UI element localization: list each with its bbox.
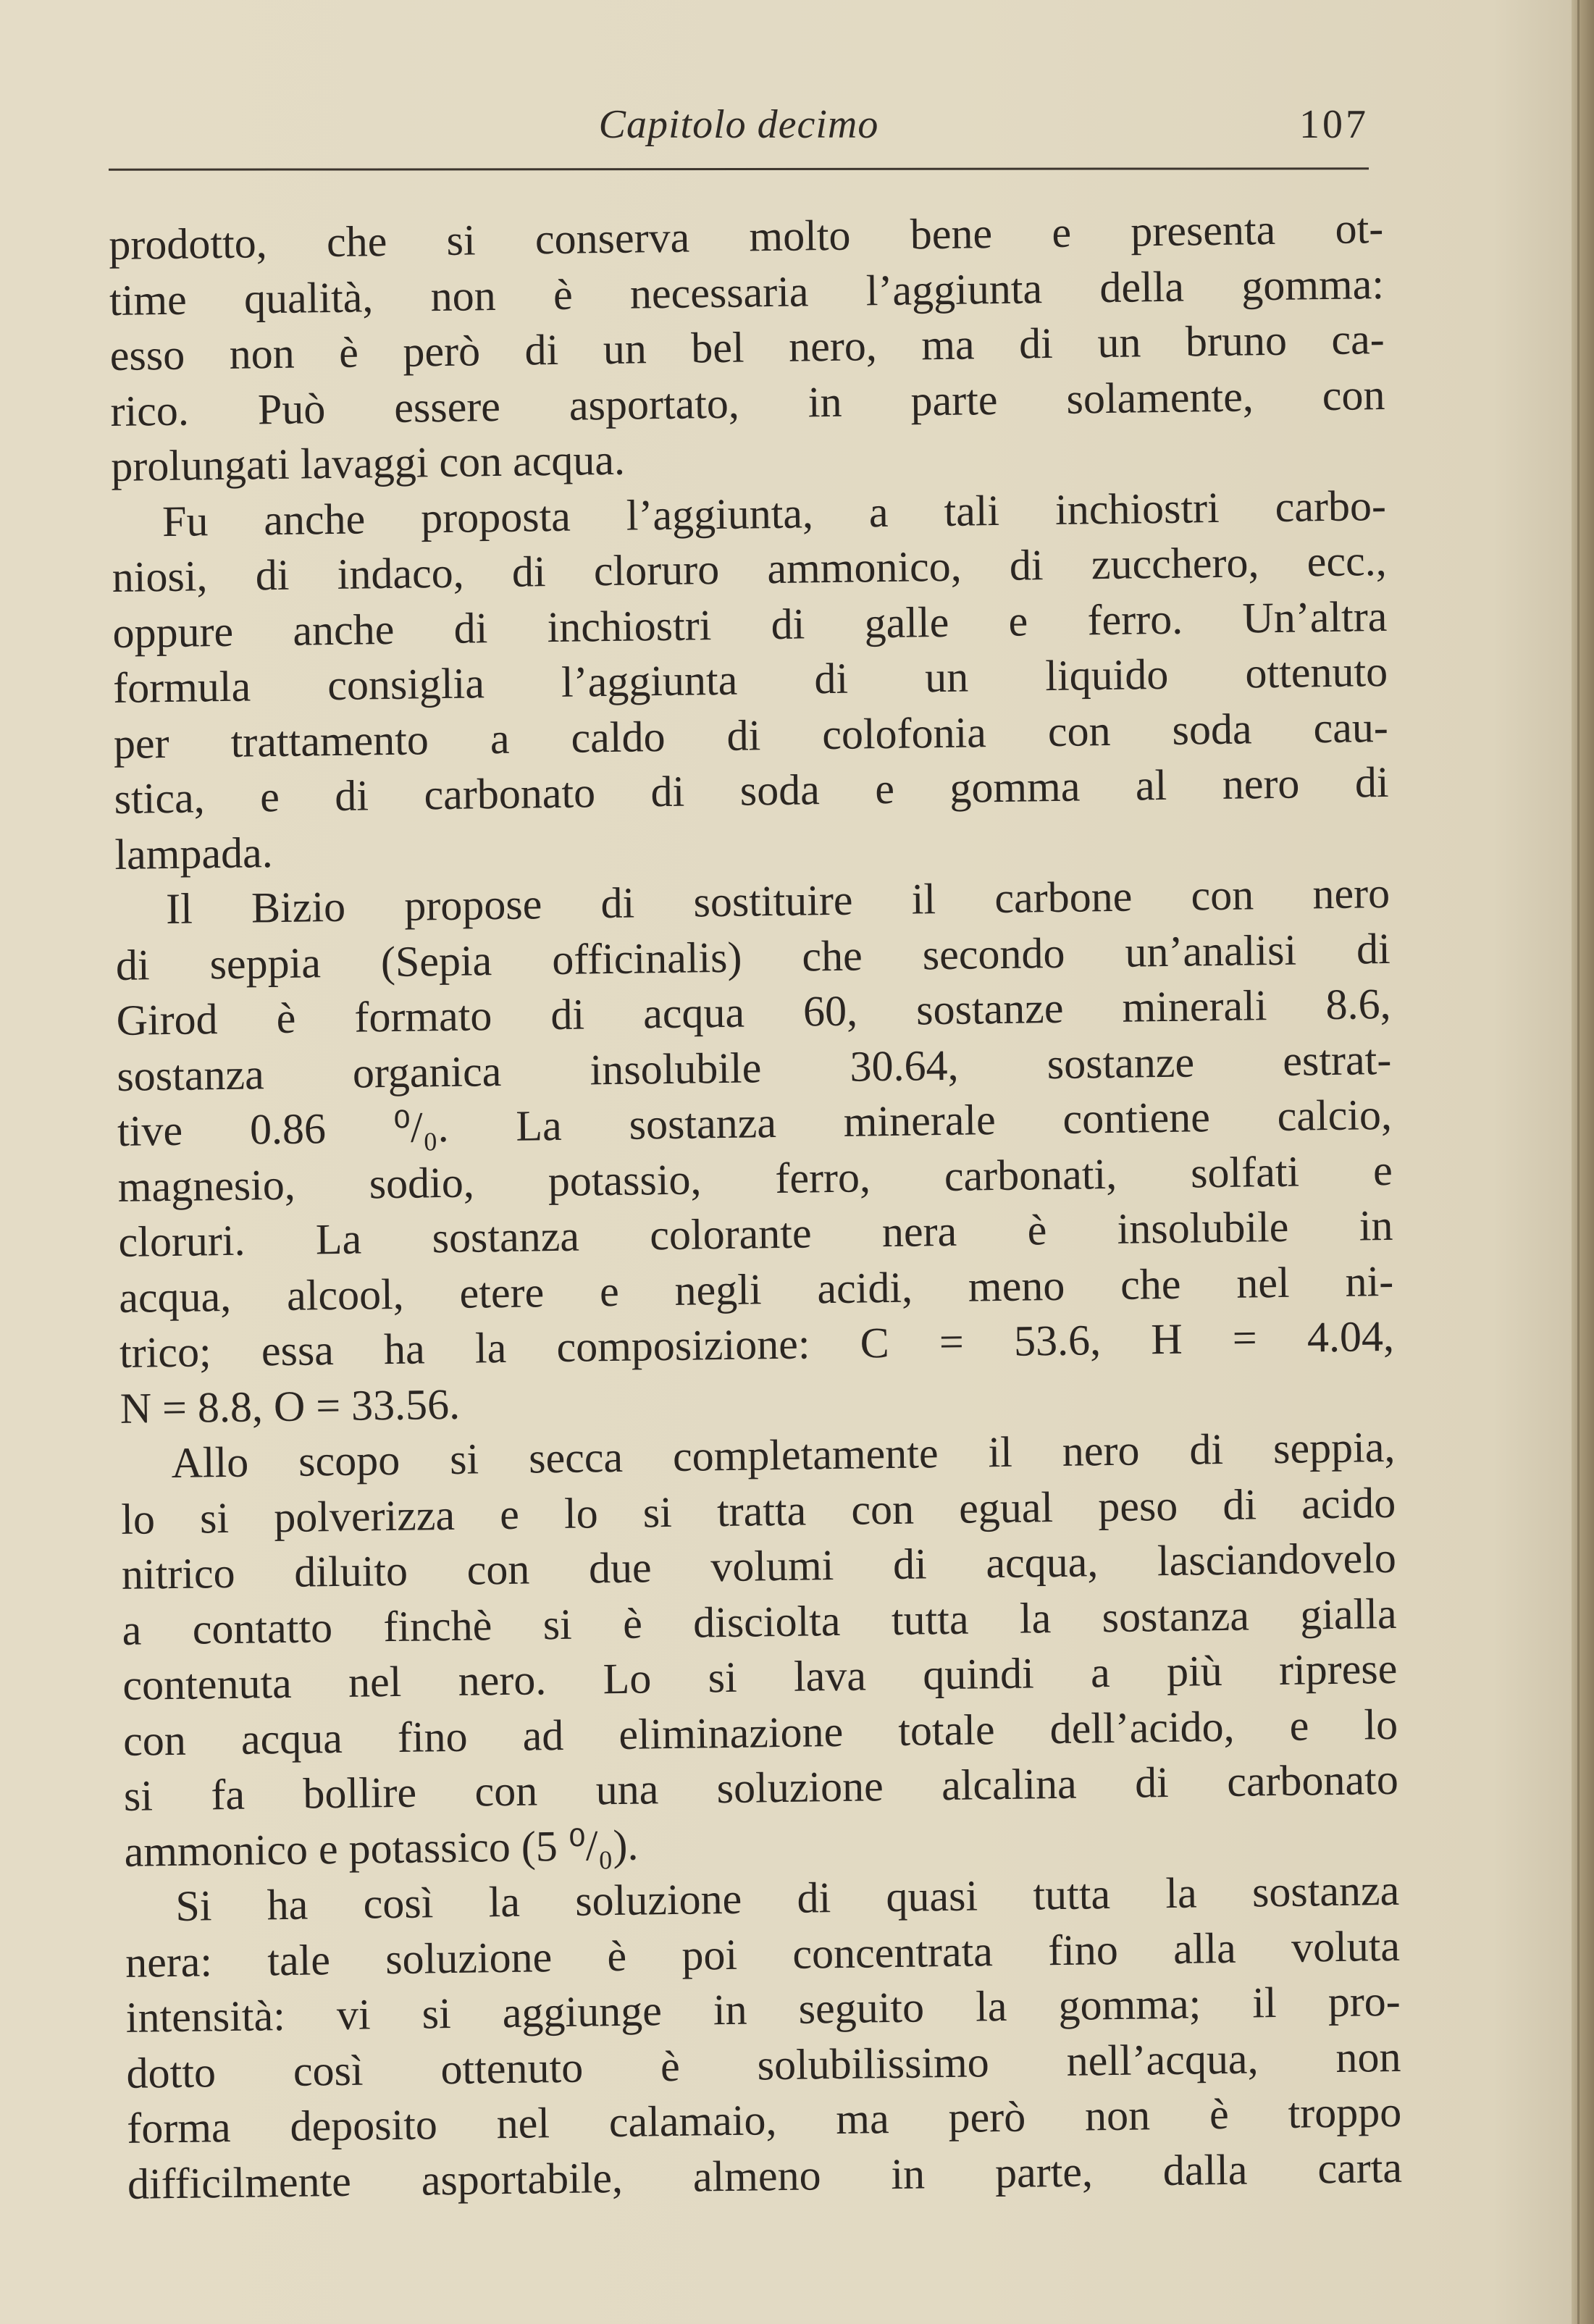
text-line: dotto così ottenuto è solubilissimo nell’acqua, non <box>126 2032 1401 2097</box>
text-line: ammonico e potassico (5 ⁰/₀). <box>124 1821 639 1876</box>
text-line: cloruri. La sostanza colorante nera è insolubile in <box>118 1201 1393 1266</box>
text-line: sostanza organica insolubile 30.64, sostanze estrat- <box>117 1035 1392 1100</box>
text-line: magnesio, sodio, potassio, ferro, carbonati, solfati e <box>117 1146 1393 1211</box>
text-line: lo si polverizza e lo si tratta con egual peso di acido <box>120 1478 1396 1543</box>
text-line: Fu anche proposta l’aggiunta, a tali inchiostri carbo- <box>162 481 1387 545</box>
text-line: nitrico diluito con due volumi di acqua, lasciandovelo <box>121 1533 1397 1598</box>
text-line: si fa bollire con una soluzione alcalina di carbonato <box>123 1755 1399 1820</box>
text-line: a contatto finchè si è disciolta tutta la sostanza gialla <box>122 1589 1397 1654</box>
text-line: acqua, alcool, etere e negli acidi, meno che nel ni- <box>119 1257 1394 1322</box>
text-line: forma deposito nel calamaio, ma però non è troppo <box>127 2087 1402 2152</box>
text-line: nera: tale soluzione è poi concentrata fino alla voluta <box>125 1921 1401 1987</box>
text-line: Allo scopo si secca completamente il nero di seppia, <box>171 1422 1396 1488</box>
page-number: 107 <box>1299 102 1369 147</box>
text-line: N = 8.8, O = 33.56. <box>119 1380 461 1432</box>
text-line: lampada. <box>114 828 273 878</box>
running-title: Capitolo decimo <box>598 102 879 147</box>
text-line: stica, e di carbonato di soda e gomma al nero di <box>114 758 1389 823</box>
text-line: time qualità, non è necessaria l’aggiunta della gomma: <box>109 259 1385 324</box>
page-header <box>109 101 1369 159</box>
text-line: intensità: vi si aggiunge in seguito la gomma; il pro- <box>125 1976 1401 2042</box>
text-line: difficilmente asportabile, almeno in parte, dalla carta <box>127 2143 1403 2208</box>
text-line: Girod è formato di acqua 60, sostanze minerali 8.6, <box>116 979 1391 1044</box>
text-line: per trattamento a caldo di colofonia con soda cau- <box>113 702 1389 768</box>
text-line: esso non è però di un bel nero, ma di un bruno ca- <box>109 314 1385 379</box>
text-line: prolungati lavaggi con acqua. <box>110 435 626 490</box>
text-line: con acqua fino ad eliminazione totale dell’acido, e lo <box>122 1700 1398 1765</box>
text-line: prodotto, che si conserva molto bene e presenta ot- <box>109 204 1384 269</box>
text-line: trico; essa ha la composizione: C = 53.6, H = 4.04, <box>119 1312 1395 1377</box>
text-line: tive 0.86 ⁰/₀. La sostanza minerale contiene calcio, <box>117 1090 1393 1155</box>
page-edge <box>1572 0 1594 2324</box>
text-line: di seppia (Sepia officinalis) che secondo un’analisi di <box>115 924 1391 989</box>
text-line: contenuta nel nero. Lo si lava quindi a più riprese <box>122 1644 1398 1709</box>
body-text <box>109 201 1402 2212</box>
text-line: Si ha così la soluzione di quasi tutta la sostanza <box>175 1866 1400 1930</box>
text-line: formula consiglia l’aggiunta di un liquido ottenuto <box>112 647 1388 712</box>
text-line: Il Bizio propose di sostituire il carbone con nero <box>165 868 1390 934</box>
text-line: oppure anche di inchiostri di galle e ferro. Un’altra <box>112 592 1388 657</box>
text-line: rico. Può essere asportato, in parte solamente, con <box>110 370 1385 435</box>
text-line: niosi, di indaco, di cloruro ammonico, di zucchero, ecc., <box>112 536 1387 601</box>
